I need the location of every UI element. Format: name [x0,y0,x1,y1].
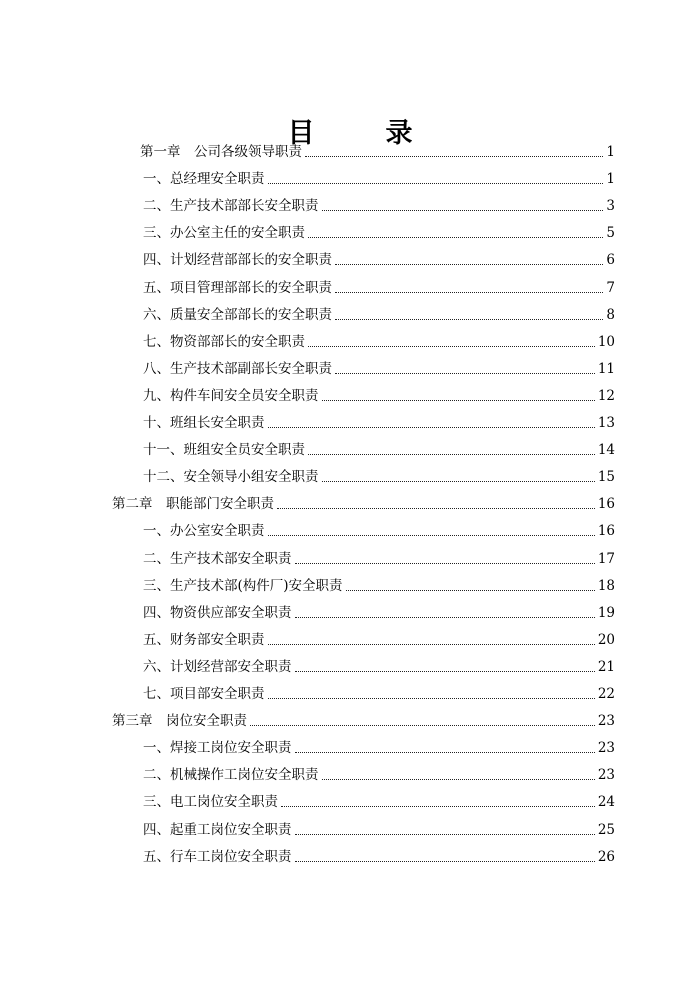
toc-page-number: 3 [606,198,615,215]
dot-leader [322,400,595,401]
dot-leader [295,861,595,862]
toc-entry-label: 七、物资部部长的安全职责 [143,333,305,350]
toc-section-entry[interactable] [143,223,615,243]
toc-section-entry[interactable] [143,467,615,487]
toc-page-number: 25 [597,821,615,838]
dot-leader [281,806,595,807]
toc-section-entry[interactable] [143,765,615,785]
toc-section-entry[interactable] [143,386,615,406]
toc-entry-label: 一、总经理安全职责 [143,171,265,188]
dot-leader [268,698,595,699]
toc-section-entry[interactable] [143,657,615,677]
dot-leader [308,237,603,238]
toc-section-entry[interactable] [143,684,615,704]
dot-leader [268,183,604,184]
dot-leader [335,292,603,293]
toc-entry-label: 第一章 公司各级领导职责 [140,144,302,160]
toc-section-entry[interactable] [143,332,615,352]
dot-leader [268,535,595,536]
toc-page-number: 1 [606,144,615,160]
toc-entry-label: 五、行车工岗位安全职责 [143,848,292,865]
toc-page-number: 15 [597,469,615,486]
toc-entry-label: 三、办公室主任的安全职责 [143,225,305,242]
toc-chapter-entry[interactable] [112,711,615,731]
toc-entry-label: 五、财务部安全职责 [143,631,265,648]
dot-leader [295,617,595,618]
toc-page-number: 18 [597,577,615,594]
toc-entry-label: 一、焊接工岗位安全职责 [143,740,292,757]
toc-entry-label: 二、机械操作工岗位安全职责 [143,767,319,784]
dot-leader [295,563,595,564]
dot-leader [277,508,595,509]
dot-leader [322,779,595,780]
toc-entry-label: 六、质量安全部部长的安全职责 [143,306,332,323]
toc-entry-label: 四、计划经营部部长的安全职责 [143,252,332,269]
toc-page-number: 8 [606,306,615,323]
toc-page-number: 16 [597,523,615,540]
toc-section-entry[interactable] [143,630,615,650]
toc-entry-label: 十、班组长安全职责 [143,415,265,431]
dot-leader [335,373,595,374]
toc-entry-label: 八、生产技术部副部长安全职责 [143,360,332,377]
dot-leader [268,427,595,428]
toc-entry-label: 七、项目部安全职责 [143,686,265,702]
toc-page-number: 1 [606,171,615,188]
toc-page-number: 24 [597,794,615,811]
dot-leader [295,671,595,672]
toc-page-number: 20 [597,631,615,648]
toc-chapter-entry[interactable] [112,494,615,514]
toc-entry-label: 六、计划经营部安全职责 [143,658,292,675]
toc-chapter-entry[interactable] [140,142,615,162]
toc-entry-label: 第三章 岗位安全职责 [112,713,247,730]
toc-page-number: 11 [597,360,615,377]
toc-section-entry[interactable] [143,440,615,460]
toc-page-number: 14 [597,442,615,459]
dot-leader [305,156,603,157]
toc-page-number: 17 [597,550,615,567]
toc-section-entry[interactable] [143,305,615,325]
toc-section-entry[interactable] [143,576,615,596]
toc-section-entry[interactable] [143,278,615,298]
toc-page-number: 22 [597,686,615,702]
toc-entry-label: 第二章 职能部门安全职责 [112,496,274,513]
toc-entry-label: 十一、班组安全员安全职责 [143,442,305,459]
toc-entry-label: 九、构件车间安全员安全职责 [143,387,319,404]
toc-entry-label: 三、生产技术部(构件厂)安全职责 [143,577,343,594]
toc-section-entry[interactable] [143,359,615,379]
toc-section-entry[interactable] [143,169,615,189]
toc-entry-label: 二、生产技术部安全职责 [143,550,292,567]
toc-page-number: 19 [597,604,615,621]
toc-page-number: 23 [597,740,615,757]
dot-leader [322,210,604,211]
dot-leader [295,834,595,835]
dot-leader [335,264,603,265]
toc-section-entry[interactable] [143,521,615,541]
toc-entry-label: 十二、安全领导小组安全职责 [143,469,319,486]
toc-page-number: 13 [597,415,615,431]
toc-entry-label: 四、起重工岗位安全职责 [143,821,292,838]
toc-page-number: 21 [597,658,615,675]
toc-page-number: 10 [597,333,615,350]
dot-leader [322,481,595,482]
dot-leader [250,725,595,726]
toc-section-entry[interactable] [143,738,615,758]
toc-section-entry[interactable] [143,847,615,867]
toc-section-entry[interactable] [143,820,615,840]
toc-page-number: 23 [597,767,615,784]
toc-page-number: 6 [606,252,615,269]
toc-page-number: 26 [597,848,615,865]
toc-page-number: 16 [597,496,615,513]
toc-section-entry[interactable] [143,549,615,569]
toc-page-number: 23 [597,713,615,730]
toc-entry-label: 二、生产技术部部长安全职责 [143,198,319,215]
toc-entry-label: 五、项目管理部部长的安全职责 [143,279,332,296]
dot-leader [335,319,603,320]
toc-page-number: 5 [606,225,615,242]
toc-entry-label: 三、电工岗位安全职责 [143,794,278,811]
dot-leader [308,454,595,455]
toc-section-entry[interactable] [143,196,615,216]
toc-entry-label: 四、物资供应部安全职责 [143,604,292,621]
toc-section-entry[interactable] [143,603,615,623]
dot-leader [268,644,595,645]
toc-section-entry[interactable] [143,792,615,812]
dot-leader [346,590,595,591]
toc-section-entry[interactable] [143,413,615,433]
toc-entry-label: 一、办公室安全职责 [143,523,265,540]
dot-leader [308,346,595,347]
toc-page-number: 7 [606,279,615,296]
toc-section-entry[interactable] [143,250,615,270]
dot-leader [295,752,595,753]
toc-title: 目 录 [287,118,435,150]
toc-page-number: 12 [597,387,615,404]
